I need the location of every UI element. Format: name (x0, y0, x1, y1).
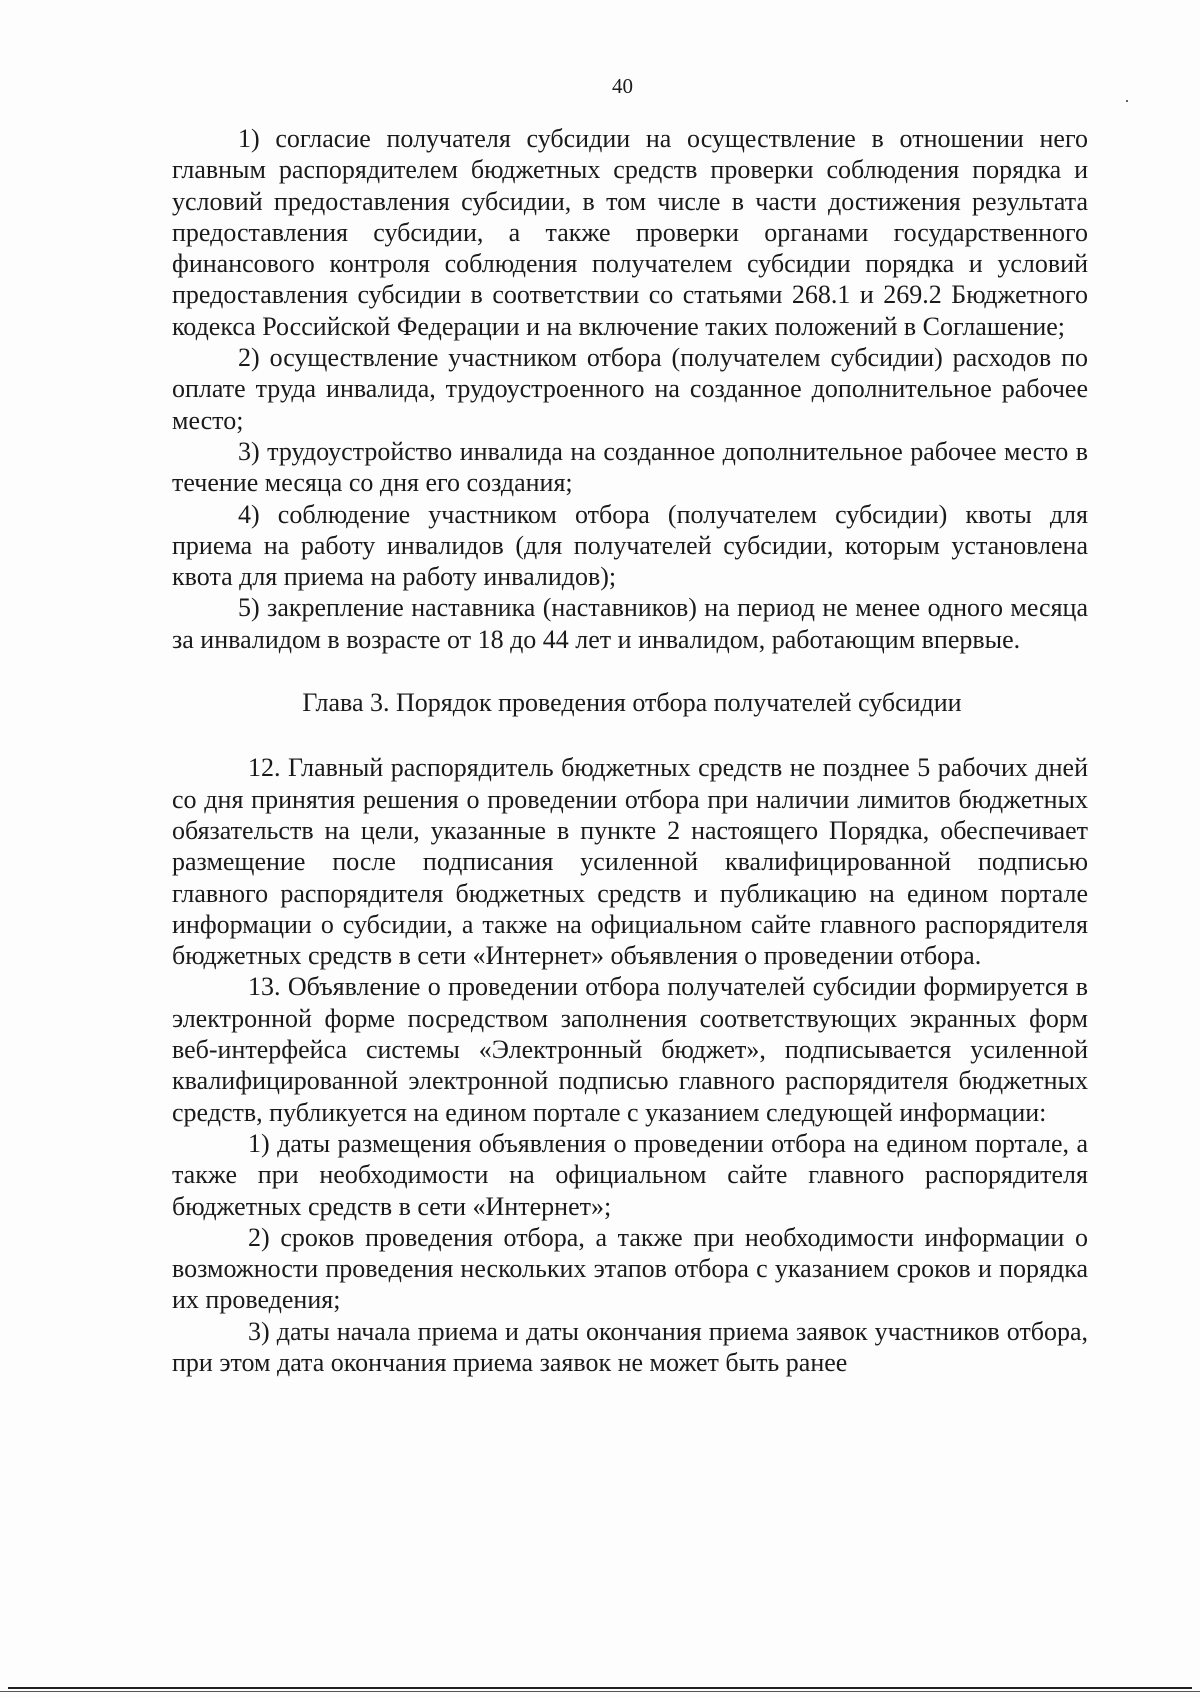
chapter-heading: Глава 3. Порядок проведения отбора получателей субсидии (302, 688, 962, 718)
paragraph-sub-1-dates: 1) даты размещения объявления о проведении отбора на едином портале, а также при необходимости на официальном сайте главного распорядителя бюджетных средств в сети «Интернет»; (172, 1128, 1088, 1221)
paragraph-clause-12: 12. Главный распорядитель бюджетных средств не позднее 5 рабочих дней со дня принятия решения о проведении отбора при наличии лимитов бюджетных обязательств на цели, указанные в пункте 2 настоящего Порядка, обеспечивает размещение после подписания усиленной квалифицированной подписью главного распорядителя бюджетных средств и публикацию на едином портале информации о субсидии, а также на официальном сайте главного распорядителя бюджетных средств в сети «Интернет» объявления о проведении отбора. (172, 753, 1088, 971)
page-number: 40 (612, 74, 633, 98)
document-body (172, 123, 1088, 1378)
paragraph-sub-3-application-dates: 3) даты начала приема и даты окончания приема заявок участников отбора, при этом дата окончания приема заявок не может быть ранее (172, 1316, 1088, 1377)
paragraph-item-5-mentor: 5) закрепление наставника (наставников) на период не менее одного месяца за инвалидом в возрасте от 18 до 44 лет и инвалидом, работающим впервые. (172, 593, 1088, 654)
scan-bottom-edge-shadow (0, 1691, 1200, 1692)
paragraph-item-1-consent: 1) согласие получателя субсидии на осуществление в отношении него главным распорядителем бюджетных средств проверки соблюдения порядка и условий предоставления субсидии, в том числе в части достижения результата предоставления субсидии, а также проверки органами государственного финансового контроля соблюдения получателем субсидии порядка и условий предоставления субсидии в соответствии со статьями 268.1 и 269.2 Бюджетного кодекса Российской Федерации и на включение таких положений в Соглашение; (172, 124, 1088, 341)
paragraph-item-2-expenses: 2) осуществление участником отбора (получателем субсидии) расходов по оплате труда инвалида, трудоустроенного на созданное дополнительное рабочее место; (172, 343, 1088, 435)
paragraph-item-3-employment: 3) трудоустройство инвалида на созданное дополнительное рабочее место в течение месяца со дня его создания; (172, 436, 1088, 498)
scan-speck (1126, 100, 1128, 102)
paragraph-item-4-quota: 4) соблюдение участником отбора (получателем субсидии) квоты для приема на работу инвалидов (для получателей субсидии, которым установлена квота для приема на работу инвалидов); (172, 499, 1088, 592)
scan-bottom-edge (8, 1687, 1192, 1689)
paragraph-sub-2-terms: 2) сроков проведения отбора, а также при необходимости информации о возможности проведения нескольких этапов отбора с указанием сроков и порядка их проведения; (172, 1222, 1088, 1315)
paragraph-clause-13: 13. Объявление о проведении отбора получателей субсидии формируется в электронной форме посредством заполнения соответствующих экранных форм веб-интерфейса системы «Электронный бюджет», подписывается усиленной квалифицированной электронной подписью главного распорядителя бюджетных средств, публикуется на едином портале с указанием следующей информации: (172, 972, 1088, 1127)
